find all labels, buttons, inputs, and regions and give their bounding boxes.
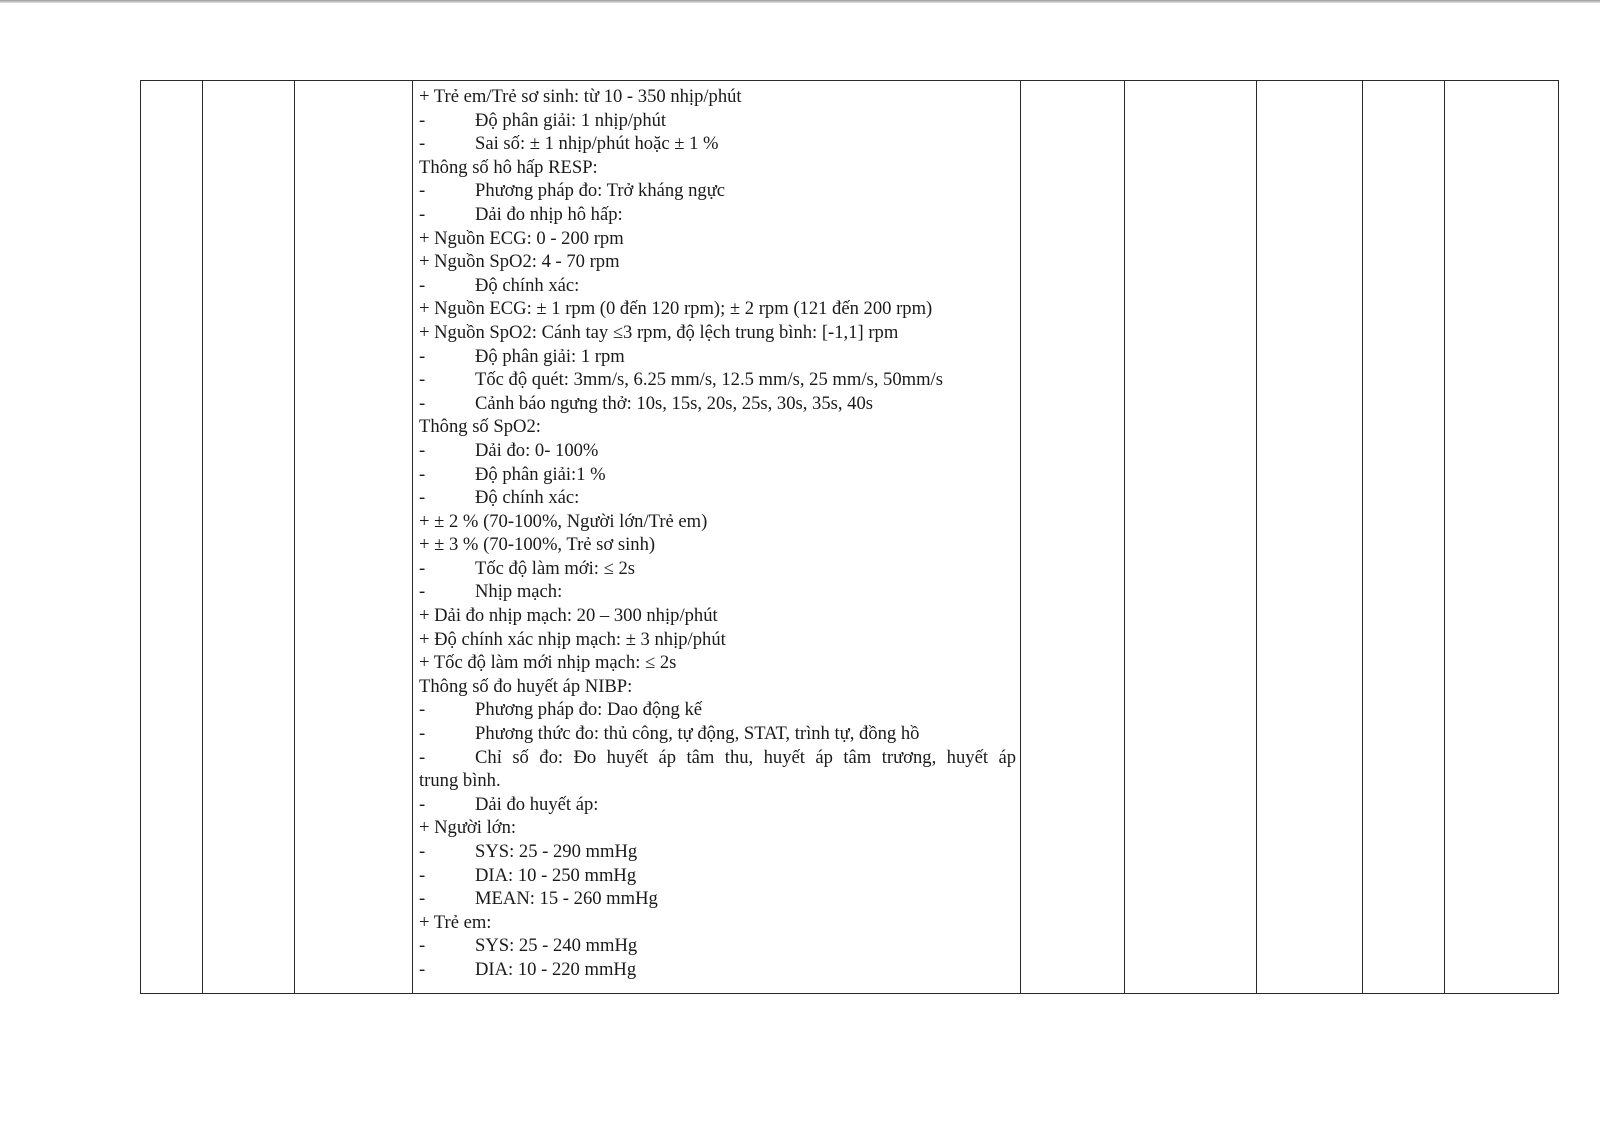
spec-line-text: DIA: 10 - 220 mmHg xyxy=(475,958,637,980)
dash-marker: - xyxy=(419,463,426,485)
spec-line xyxy=(419,864,1016,888)
spec-line: + Trẻ em/Trẻ sơ sinh: từ 10 - 350 nhịp/phút xyxy=(419,86,742,107)
spec-line-text: DIA: 10 - 250 mmHg xyxy=(475,864,637,886)
dash-marker: - xyxy=(419,369,426,391)
spec-line-text: SYS: 25 - 240 mmHg xyxy=(475,935,638,957)
table-row xyxy=(141,81,1559,994)
spec-line xyxy=(419,392,1016,416)
spec-line xyxy=(419,580,1016,604)
spec-line-text: Phương pháp đo: Dao động kế xyxy=(475,699,703,721)
scan-edge xyxy=(0,0,1600,3)
spec-content-cell xyxy=(413,81,1021,994)
table-cell-col5 xyxy=(1021,81,1125,994)
spec-line: + Dải đo nhịp mạch: 20 – 300 nhịp/phút xyxy=(419,605,718,627)
dash-marker: - xyxy=(419,841,426,862)
dash-marker: - xyxy=(419,133,426,155)
spec-line-text: Tốc độ làm mới: ≤ 2s xyxy=(475,557,635,579)
spec-line-text: Tốc độ quét: 3mm/s, 6.25 mm/s, 12.5 mm/s, 25 mm/s, 50mm/s xyxy=(475,369,943,391)
spec-line xyxy=(419,722,1016,746)
spec-line: Thông số hô hấp RESP: xyxy=(419,156,598,178)
spec-line xyxy=(419,698,1016,722)
table-cell-col7 xyxy=(1257,81,1363,994)
spec-line xyxy=(419,934,1016,958)
table-cell-col3 xyxy=(295,81,413,994)
spec-line xyxy=(419,958,1016,982)
spec-line: Thông số đo huyết áp NIBP: xyxy=(419,675,633,697)
spec-line xyxy=(419,203,1016,227)
spec-line-text: Dải đo: 0- 100% xyxy=(475,439,599,461)
dash-marker: - xyxy=(419,793,426,815)
dash-marker: - xyxy=(419,746,426,768)
dash-marker: - xyxy=(419,439,426,461)
dash-marker: - xyxy=(419,392,426,414)
spec-line: + Nguồn ECG: 0 - 200 rpm xyxy=(419,227,624,249)
spec-line-text: Nhịp mạch: xyxy=(475,581,563,603)
spec-line xyxy=(419,274,1016,298)
spec-line-text: Cảnh báo ngưng thở: 10s, 15s, 20s, 25s, 30s, 35s, 40s xyxy=(475,392,874,414)
spec-line-text: Dải đo huyết áp: xyxy=(475,793,599,815)
spec-line-text: Độ phân giải: 1 rpm xyxy=(475,345,625,367)
spec-line xyxy=(419,887,1016,911)
dash-marker: - xyxy=(419,109,426,131)
spec-line-text: Dải đo nhịp hô hấp: xyxy=(475,203,623,225)
dash-marker: - xyxy=(419,723,426,745)
spec-line: + ± 3 % (70-100%, Trẻ sơ sinh) xyxy=(419,534,656,556)
spec-line-text: Phương thức đo: thủ công, tự động, STAT, trình tự, đồng hồ xyxy=(475,723,920,745)
spec-line xyxy=(419,746,1016,770)
spec-line: + Nguồn SpO2: Cánh tay ≤3 rpm, độ lệch trung bình: [-1,1] rpm xyxy=(419,321,899,343)
spec-line-text: Độ chính xác: xyxy=(475,274,580,296)
spec-line: + Nguồn ECG: ± 1 rpm (0 đến 120 rpm); ± 2 rpm (121 đến 200 rpm) xyxy=(419,298,933,320)
table-cell-col9 xyxy=(1445,81,1559,994)
spec-line xyxy=(419,840,1016,864)
spec-lines xyxy=(419,85,1016,982)
spec-line-text: Độ phân giải:1 % xyxy=(475,463,606,485)
spec-line-text: MEAN: 15 - 260 mmHg xyxy=(475,888,658,910)
spec-line-text: SYS: 25 - 290 mmHg xyxy=(475,841,638,862)
spec-line xyxy=(419,557,1016,581)
table-cell-col1 xyxy=(141,81,203,994)
spec-line xyxy=(419,345,1016,369)
dash-marker: - xyxy=(419,557,426,579)
spec-line: + Trẻ em: xyxy=(419,911,492,933)
spec-line xyxy=(419,179,1016,203)
dash-marker: - xyxy=(419,274,426,296)
spec-line xyxy=(419,368,1016,392)
spec-line-text: Sai số: ± 1 nhịp/phút hoặc ± 1 % xyxy=(475,133,719,155)
table-cell-col6 xyxy=(1125,81,1257,994)
spec-line xyxy=(419,793,1016,817)
spec-line: + ± 2 % (70-100%, Người lớn/Trẻ em) xyxy=(419,510,708,532)
spec-line xyxy=(419,463,1016,487)
dash-marker: - xyxy=(419,864,426,886)
dash-marker: - xyxy=(419,699,426,721)
dash-marker: - xyxy=(419,180,426,202)
table-cell-col2 xyxy=(203,81,295,994)
spec-line: + Người lớn: xyxy=(419,817,517,839)
spec-line-text: Độ chính xác: xyxy=(475,487,580,509)
spec-line: trung bình. xyxy=(419,770,501,792)
dash-marker: - xyxy=(419,958,426,980)
spec-line-text: Phương pháp đo: Trở kháng ngực xyxy=(475,180,726,202)
dash-marker: - xyxy=(419,888,426,910)
spec-line xyxy=(419,109,1016,133)
spec-line: + Nguồn SpO2: 4 - 70 rpm xyxy=(419,251,620,273)
table-cell-col8 xyxy=(1363,81,1445,994)
spec-line xyxy=(419,486,1016,510)
dash-marker: - xyxy=(419,581,426,603)
dash-marker: - xyxy=(419,935,426,957)
spec-line xyxy=(419,439,1016,463)
dash-marker: - xyxy=(419,203,426,225)
spec-table xyxy=(140,80,1559,994)
spec-line: Thông số SpO2: xyxy=(419,416,541,438)
spec-line-text: Độ phân giải: 1 nhịp/phút xyxy=(475,109,667,131)
spec-line xyxy=(419,132,1016,156)
dash-marker: - xyxy=(419,487,426,509)
spec-line: + Độ chính xác nhịp mạch: ± 3 nhịp/phút xyxy=(419,628,726,650)
dash-marker: - xyxy=(419,345,426,367)
spec-line-text: Chỉ số đo: Đo huyết áp tâm thu, huyết áp tâm trương, huyết áp xyxy=(475,746,1016,768)
spec-line: + Tốc độ làm mới nhịp mạch: ≤ 2s xyxy=(419,652,677,674)
